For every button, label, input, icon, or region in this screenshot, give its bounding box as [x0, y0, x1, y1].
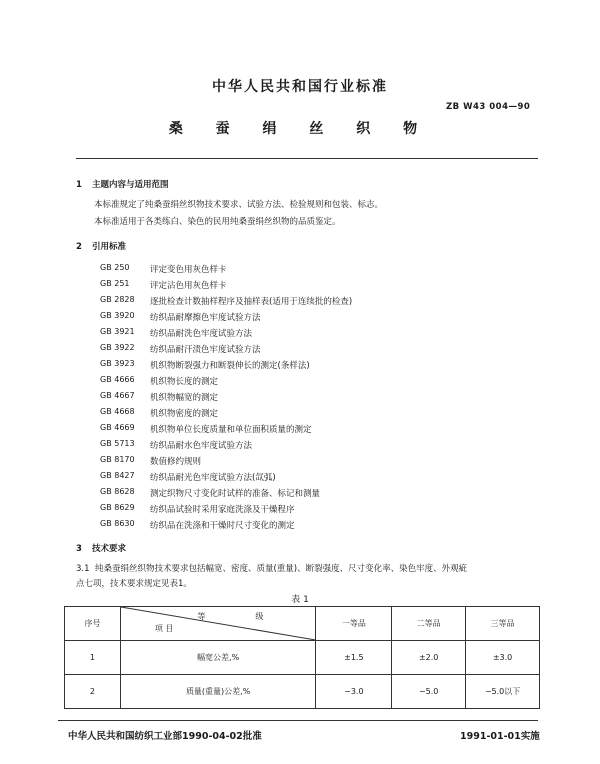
section-2-title: 引用标准: [92, 242, 127, 252]
reference-name: 纺织品耐汗渍色牢度试验方法: [150, 345, 261, 355]
reference-name: 纺织品耐摩擦色牢度试验方法: [150, 313, 261, 323]
section-1-heading: [76, 178, 169, 190]
table-caption: 表 1: [291, 595, 309, 605]
section-3-number: 3: [76, 544, 82, 554]
section-3-title: 技术要求: [92, 544, 127, 554]
row-serial: 1: [65, 641, 121, 675]
row-value: ±3.0: [466, 641, 540, 675]
reference-code: GB 5713: [100, 439, 135, 448]
reference-name: 数值修约规则: [150, 457, 202, 467]
diagonal-line: [121, 607, 316, 640]
standard-code: ZB W43 004—90: [446, 102, 531, 112]
reference-name: 测定织物尺寸变化时试样的准备、标记和测量: [150, 489, 321, 499]
reference-code: GB 8628: [100, 487, 135, 496]
requirements-table: [64, 606, 540, 709]
reference-code: GB 251: [100, 279, 130, 288]
reference-name: 纺织品耐洗色牢度试验方法: [150, 329, 253, 339]
reference-name: 评定变色用灰色样卡: [150, 265, 227, 275]
section-1-paragraph-2: 本标准适用于各类练白、染色的民用纯桑蚕绢丝织物的品质鉴定。: [94, 217, 341, 227]
clause-3-1-line-1: [76, 562, 467, 574]
clause-number: 3.1: [76, 564, 90, 574]
reference-name: 评定沾色用灰色样卡: [150, 281, 227, 291]
header-grade-3: 三等品: [466, 607, 540, 641]
row-item: 质量(重量)公差,%: [120, 675, 316, 709]
header-grade-2: 二等品: [392, 607, 466, 641]
section-2-number: 2: [76, 242, 82, 252]
reference-code: GB 4668: [100, 407, 135, 416]
reference-name: 逐批检查计数抽样程序及抽样表(适用于连续批的检查): [150, 297, 353, 307]
row-item: 幅宽公差,%: [120, 641, 316, 675]
header-serial: 序号: [65, 607, 121, 641]
reference-code: GB 3922: [100, 343, 135, 352]
header-item-label: 项 目: [154, 624, 174, 633]
document-title: 桑 蚕 绢 丝 织 物: [168, 121, 432, 137]
reference-code: GB 3921: [100, 327, 135, 336]
reference-name: 纺织品试验时采用家庭洗涤及干燥程序: [150, 505, 295, 515]
header-grade-label: 等: [197, 612, 206, 621]
section-1-title: 主题内容与适用范围: [92, 180, 169, 190]
row-value: ±1.5: [316, 641, 392, 675]
reference-code: GB 2828: [100, 295, 135, 304]
section-2-heading: [76, 240, 126, 252]
footer-divider: [58, 720, 538, 721]
reference-code: GB 4669: [100, 423, 135, 432]
table-header-row: [65, 607, 540, 641]
reference-name: 纺织品耐光色牢度试验方法(氙弧): [150, 473, 276, 483]
header-divider: [76, 158, 538, 159]
section-1-number: 1: [76, 180, 82, 190]
effective-date: 1991-01-01实施: [460, 731, 540, 742]
clause-text: 纯桑蚕绢丝织物技术要求包括幅宽、密度、质量(重量)、断裂强度、尺寸变化率、染色牢度、外观疵: [94, 564, 468, 574]
reference-code: GB 8630: [100, 519, 135, 528]
reference-name: 纺织品耐水色牢度试验方法: [150, 441, 253, 451]
reference-name: 机织物长度的测定: [150, 377, 219, 387]
reference-code: GB 3923: [100, 359, 135, 368]
reference-name: 机织物单位长度质量和单位面积质量的测定: [150, 425, 312, 435]
reference-code: GB 4667: [100, 391, 135, 400]
header-grade-1: 一等品: [316, 607, 392, 641]
reference-code: GB 250: [100, 263, 130, 272]
reference-code: GB 8629: [100, 503, 135, 512]
row-value: ±2.0: [392, 641, 466, 675]
section-3-heading: [76, 542, 126, 554]
reference-name: 纺织品在洗涤和干燥时尺寸变化的测定: [150, 521, 295, 531]
row-value: −5.0: [392, 675, 466, 709]
reference-name: 机织物密度的测定: [150, 409, 219, 419]
row-value: −3.0: [316, 675, 392, 709]
reference-name: 机织物断裂强力和断裂伸长的测定(条样法): [150, 361, 310, 371]
clause-3-1-line-2: 点七项，技术要求规定见表1。: [76, 579, 192, 589]
reference-code: GB 8427: [100, 471, 135, 480]
row-value: −5.0以下: [466, 675, 540, 709]
approval-issuer: 中华人民共和国纺织工业部1990-04-02批准: [68, 731, 262, 742]
reference-name: 机织物幅宽的测定: [150, 393, 219, 403]
reference-code: GB 3920: [100, 311, 135, 320]
header-grade-label-2: 级: [255, 612, 264, 621]
row-serial: 2: [65, 675, 121, 709]
table-row: [65, 641, 540, 675]
reference-code: GB 4666: [100, 375, 135, 384]
header-diagonal-cell: [120, 607, 316, 641]
section-1-paragraph-1: 本标准规定了纯桑蚕绢丝织物技术要求、试验方法、检验规则和包装、标志。: [94, 200, 384, 210]
standard-type-heading: 中华人民共和国行业标准: [212, 79, 388, 95]
table-row: [65, 675, 540, 709]
reference-code: GB 8170: [100, 455, 135, 464]
